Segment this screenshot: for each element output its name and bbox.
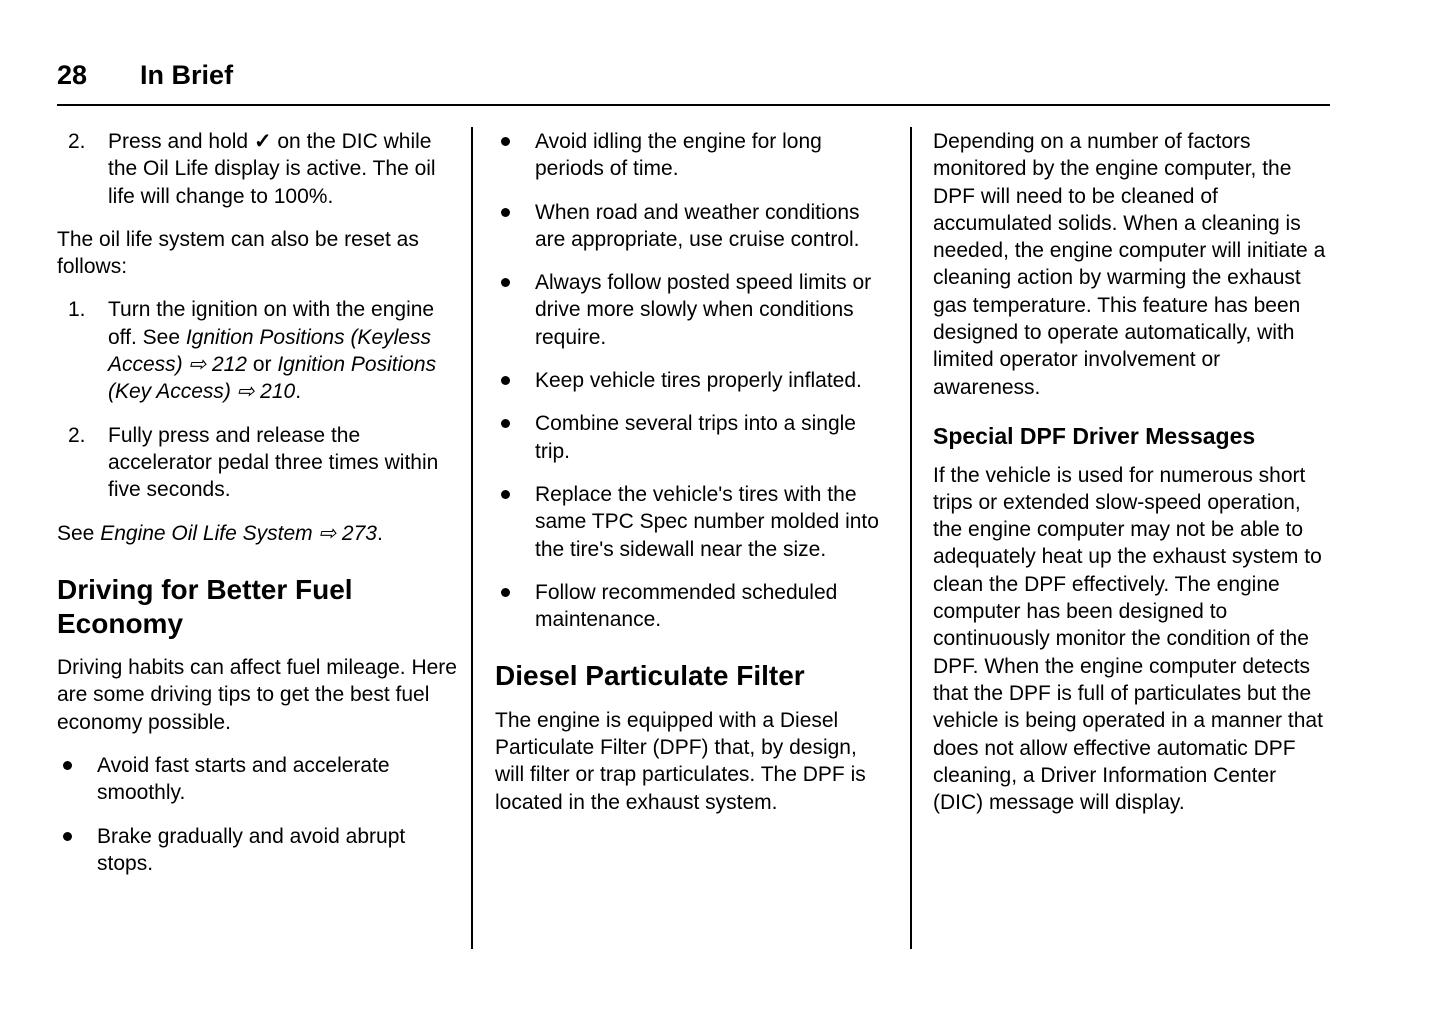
column-center [495,128,887,832]
paragraph: The engine is equipped with a Diesel Particulate Filter (DPF) that, by design, will filter or trap particulates. The DPF is located in the exhaust system. [495,708,866,814]
column-left [57,128,457,893]
bullet-item: Keep vehicle tires properly inflated. [495,367,887,394]
cross-reference: Engine Oil Life System ⇨ 273 [100,521,377,545]
list-item [57,128,457,210]
paragraph: See Engine Oil Life System ⇨ 273. [57,521,383,545]
section-title: In Brief [140,60,234,90]
bullet-icon [501,278,510,287]
list-item [57,422,457,504]
list-number: 2. [68,130,86,153]
list-number: 2. [68,423,86,447]
cross-reference: Ignition Positions (Keyless Access) ⇨ 212 [108,325,431,377]
bullet-icon [501,490,510,499]
bullet-item: Avoid fast starts and accelerate smoothly. [57,752,457,807]
paragraph: The oil life system can also be reset as follows: [57,227,419,279]
column-right [933,128,1331,832]
bullet-item: Replace the vehicle's tires with the same TPC Spec number molded into the tire's sidewall near the size. [495,481,887,563]
header-rule [57,104,1330,106]
bullet-item: Avoid idling the engine for long periods of time. [495,128,887,183]
bullet-icon [501,137,510,146]
bullet-icon [501,208,510,217]
paragraph: Driving habits can affect fuel mileage. Here are some driving tips to get the best fuel economy possible. [57,656,457,734]
bullet-icon [501,419,510,428]
bullet-item: When road and weather conditions are appropriate, use cruise control. [495,199,887,254]
checkmark-icon: ✓ [253,130,272,153]
list-number: 1. [68,298,86,322]
list-item [57,296,457,405]
page-header [57,60,233,91]
list-text: Press and hold ✓ on the DIC while the Oil Life display is active. The oil life will change to 100%. [108,130,436,208]
list-text: Fully press and release the accelerator pedal three times within five seconds. [108,423,439,502]
section-heading: Driving for Better Fuel Economy [57,573,353,640]
sub-heading: Special DPF Driver Messages [933,422,1256,449]
bullet-item: Brake gradually and avoid abrupt stops. [57,823,457,878]
bullet-icon [63,832,72,841]
list-text: Turn the ignition on with the engine off. See Ignition Positions (Keyless Access) ⇨ 212 or Ignition Positions (Key Access) ⇨ 210. [108,298,437,404]
bullet-icon [501,588,510,597]
section-heading: Diesel Particulate Filter [495,660,805,692]
paragraph: Depending on a number of factors monitored by the engine computer, the DPF will need to be cleaned of accumulated solids. When a cleaning is needed, the engine computer will initiate a cleaning action by warming the exhaust gas temperature. This feature has been designed to operate automatically, with limited operator involvement or awareness. [933,130,1326,399]
bullet-icon [501,376,510,385]
bullet-icon [63,761,72,770]
cross-reference: Ignition Positions (Key Access) ⇨ 210 [108,353,437,404]
column-divider-left [471,127,473,949]
bullet-item: Combine several trips into a single trip. [495,410,887,465]
page-number: 28 [57,60,88,90]
bullet-item: Follow recommended scheduled maintenance. [495,579,887,634]
paragraph: If the vehicle is used for numerous short trips or extended slow-speed operation, the engine computer may not be able to adequately heat up the exhaust system to clean the DPF effectively. The engine computer has been designed to continuously monitor the condition of the DPF. When the engine computer detects that the DPF is full of particulates but the vehicle is being operated in a manner that does not allow effective automatic DPF cleaning, a Driver Information Center (DIC) message will display. [933,463,1323,815]
column-divider-right [910,127,912,949]
bullet-item: Always follow posted speed limits or drive more slowly when conditions require. [495,269,887,351]
